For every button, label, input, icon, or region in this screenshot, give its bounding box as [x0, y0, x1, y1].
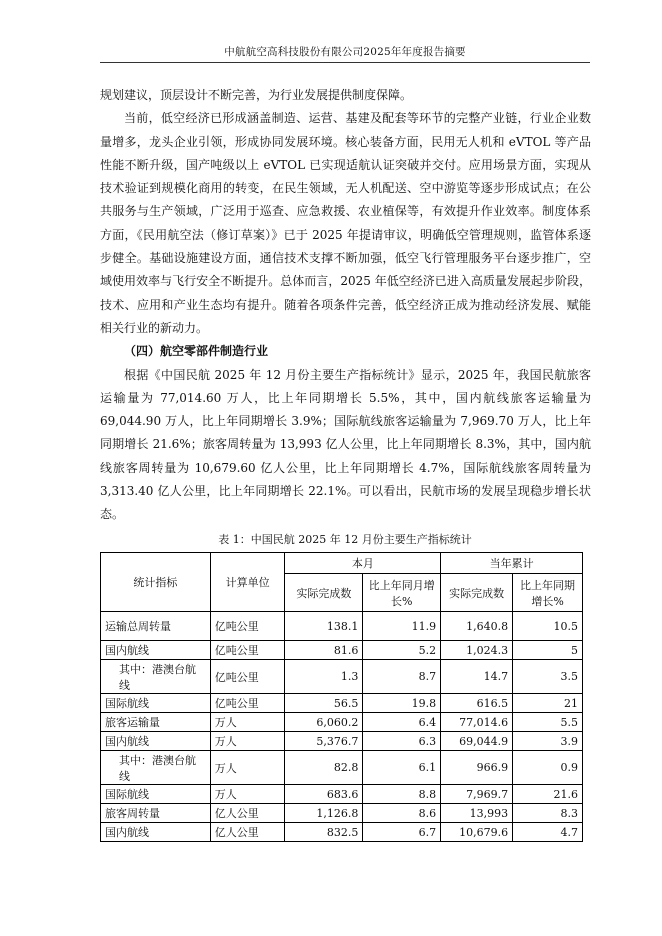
row-ytd-growth: 3.5 — [513, 660, 583, 694]
row-unit: 万人 — [210, 785, 285, 804]
row-ytd-actual: 7,969.7 — [441, 785, 513, 804]
header-divider — [100, 62, 590, 63]
row-month-actual: 832.5 — [285, 823, 363, 842]
row-month-actual: 1.3 — [285, 660, 363, 694]
paragraph-low-altitude: 当前，低空经济已形成涵盖制造、运营、基建及配套等环节的完整产业链，行业企业数量增多，龙头企业引领，形成协同发展环境。核心装备方面，民用无人机和 eVTOL 等产品性能不断升级，国产吨级以上 eVTOL 已实现适航认证突破并交付。应用场景方面，实现从技术验证到规模化商用的转变，在民生领域，无人机配送、空中游览等逐步形成试点；在公共服务与生产领域，广泛用于巡查、应急救援、农业植保等，有效提升作业效率。制度体系方面，《民用航空法（修订草案）》已于 2025 年提请审议，明确低空管理规则，监管体系逐步健全。基础设施建设方面，通信技术支撑不断加强，低空飞行管理服务平台逐步推广，空域使用效率与飞行安全不断提升。总体而言，2025 年低空经济已进入高质量发展起步阶段，技术、应用和产业生态均有提升。随着各项条件完善，低空经济正成为推动经济发展、赋能相关行业的新动力。 — [100, 111, 591, 335]
table-row — [101, 823, 583, 842]
row-month-growth: 5.2 — [363, 641, 441, 660]
table-row — [101, 751, 583, 785]
header-actual-month: 实际完成数 — [285, 574, 363, 612]
row-month-actual: 56.5 — [285, 694, 363, 713]
row-month-growth: 6.7 — [363, 823, 441, 842]
page-header: 中航航空高科技股份有限公司2025年年度报告摘要 — [224, 46, 466, 58]
row-unit: 万人 — [210, 732, 285, 751]
table-row — [101, 804, 583, 823]
row-month-actual: 6,060.2 — [285, 713, 363, 732]
row-unit: 万人 — [210, 713, 285, 732]
row-month-growth: 11.9 — [363, 612, 441, 641]
row-indicator: 国内航线 — [101, 641, 211, 660]
row-ytd-actual: 1,024.3 — [441, 641, 513, 660]
table-row — [101, 785, 583, 804]
row-indicator: 旅客周转量 — [101, 804, 211, 823]
table-row — [101, 660, 583, 694]
header-unit: 计算单位 — [210, 553, 285, 612]
row-indicator: 国际航线 — [101, 694, 211, 713]
header-month: 本月 — [285, 553, 441, 574]
row-indicator: 国际航线 — [101, 785, 211, 804]
row-month-growth: 8.6 — [363, 804, 441, 823]
row-ytd-actual: 1,640.8 — [441, 612, 513, 641]
row-unit: 万人 — [210, 751, 285, 785]
row-month-growth: 6.3 — [363, 732, 441, 751]
header-growth-month: 比上年同月增长% — [363, 574, 441, 612]
row-indicator: 其中：港澳台航线 — [101, 751, 211, 785]
table-row — [101, 713, 583, 732]
table-row — [101, 641, 583, 660]
row-indicator: 旅客运输量 — [101, 713, 211, 732]
row-month-growth: 8.7 — [363, 660, 441, 694]
row-month-growth: 8.8 — [363, 785, 441, 804]
row-unit: 亿人公里 — [210, 804, 285, 823]
row-ytd-actual: 13,993 — [441, 804, 513, 823]
row-indicator: 国内航线 — [101, 823, 211, 842]
row-ytd-growth: 3.9 — [513, 732, 583, 751]
row-unit: 亿人公里 — [210, 823, 285, 842]
row-ytd-growth: 5 — [513, 641, 583, 660]
row-ytd-growth: 0.9 — [513, 751, 583, 785]
header-ytd: 当年累计 — [441, 553, 583, 574]
section-heading: （四）航空零部件制造行业 — [124, 344, 269, 359]
row-ytd-actual: 616.5 — [441, 694, 513, 713]
header-growth-ytd: 比上年同期增长% — [513, 574, 583, 612]
row-ytd-growth: 21 — [513, 694, 583, 713]
row-indicator: 国内航线 — [101, 732, 211, 751]
row-month-actual: 138.1 — [285, 612, 363, 641]
row-ytd-actual: 14.7 — [441, 660, 513, 694]
row-month-actual: 683.6 — [285, 785, 363, 804]
table-caption: 表 1：中国民航 2025 年 12 月份主要生产指标统计 — [218, 533, 472, 546]
row-ytd-growth: 5.5 — [513, 713, 583, 732]
row-month-actual: 1,126.8 — [285, 804, 363, 823]
row-ytd-actual: 10,679.6 — [441, 823, 513, 842]
row-indicator: 运输总周转量 — [101, 612, 211, 641]
body-text — [100, 84, 591, 527]
row-month-actual: 81.6 — [285, 641, 363, 660]
paragraph-civil-aviation: 根据《中国民航 2025 年 12 月份主要生产指标统计》显示，2025 年，我国民航旅客运输量为 77,014.60 万人，比上年同期增长 5.5%，其中，国内航线旅客运输量为 69,044.90 万人，比上年同期增长 3.9%；国际航线旅客运输量为 7,969.70 万人，比上年同期增长 21.6%；旅客周转量为 13,993 亿人公里，比上年同期增长 8.3%，其中，国内航线旅客周转量为 10,679.60 亿人公里，比上年同期增长 4.7%，国际航线旅客周转量为 3,313.40 亿人公里，比上年同期增长 22.1%。可以看出，民航市场的发展呈现稳步增长状态。 — [100, 367, 591, 522]
table-row — [101, 694, 583, 713]
statistics-table — [100, 552, 583, 842]
row-month-actual: 5,376.7 — [285, 732, 363, 751]
row-month-growth: 6.4 — [363, 713, 441, 732]
row-ytd-growth: 10.5 — [513, 612, 583, 641]
row-unit: 亿吨公里 — [210, 660, 285, 694]
header-indicator: 统计指标 — [101, 553, 211, 612]
row-indicator: 其中：港澳台航线 — [101, 660, 211, 694]
row-month-actual: 82.8 — [285, 751, 363, 785]
row-ytd-growth: 21.6 — [513, 785, 583, 804]
row-ytd-actual: 966.9 — [441, 751, 513, 785]
table-row — [101, 612, 583, 641]
row-ytd-actual: 69,044.9 — [441, 732, 513, 751]
row-ytd-growth: 8.3 — [513, 804, 583, 823]
row-unit: 亿吨公里 — [210, 612, 285, 641]
row-ytd-actual: 77,014.6 — [441, 713, 513, 732]
row-month-growth: 19.8 — [363, 694, 441, 713]
row-month-growth: 6.1 — [363, 751, 441, 785]
row-ytd-growth: 4.7 — [513, 823, 583, 842]
header-actual-ytd: 实际完成数 — [441, 574, 513, 612]
paragraph-continuation: 规划建议，顶层设计不断完善，为行业发展提供制度保障。 — [100, 88, 413, 102]
row-unit: 亿吨公里 — [210, 641, 285, 660]
table-row — [101, 732, 583, 751]
row-unit: 亿吨公里 — [210, 694, 285, 713]
